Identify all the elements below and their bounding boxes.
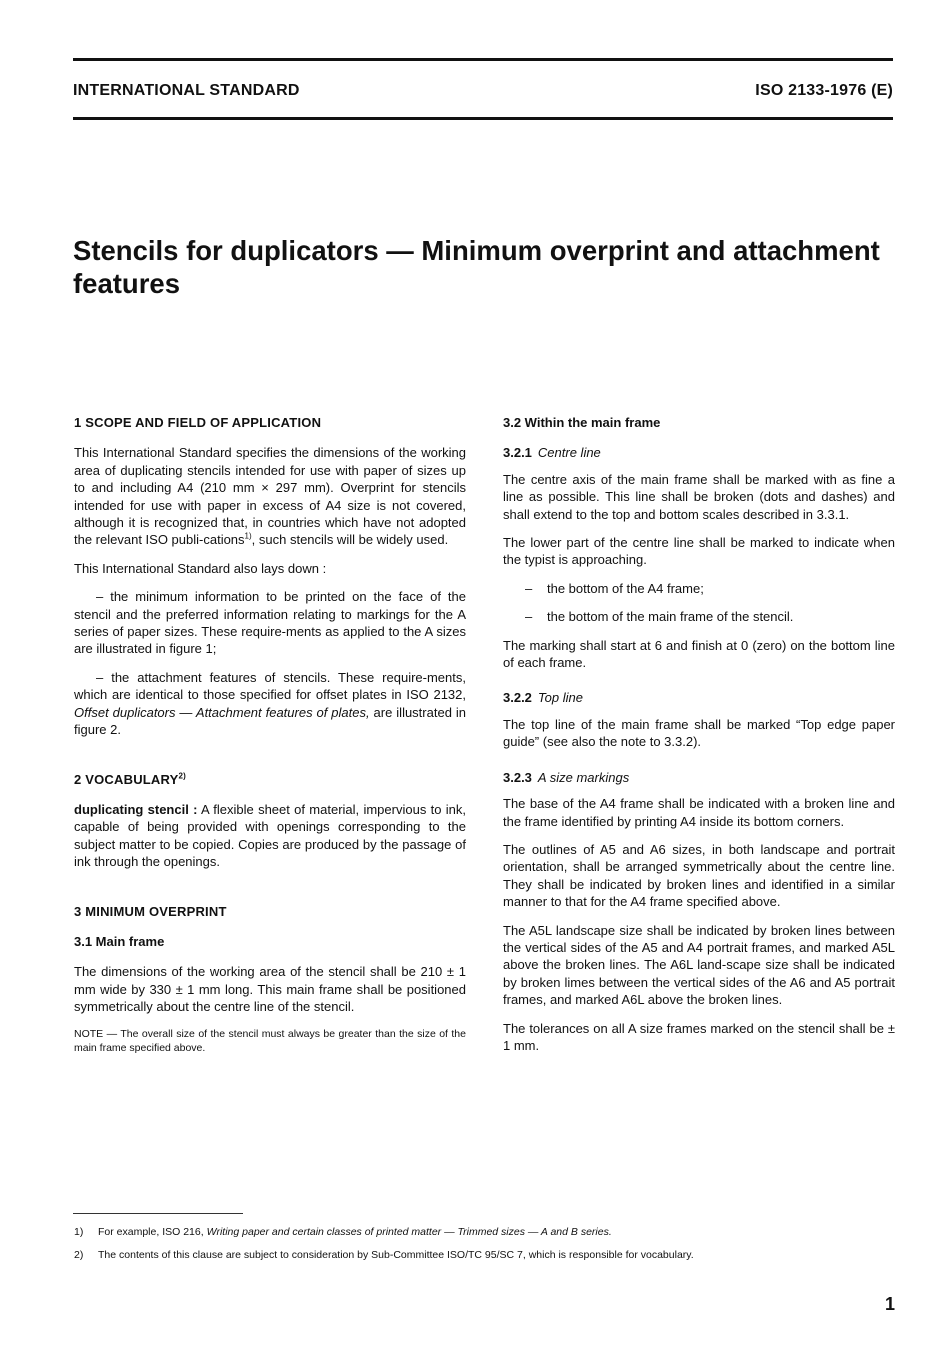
section-3-2-1-heading: 3.2.1 Centre line — [503, 445, 601, 461]
right-column — [503, 414, 895, 1065]
section-3-1-heading: 3.1 Main frame — [74, 933, 165, 949]
footnote-ref-1: 1) — [244, 532, 252, 542]
standard-number: ISO 2133-1976 (E) — [755, 82, 893, 99]
dash-bullet: – — [96, 669, 104, 685]
section-1-list-item-2: – the attachment features of stencils. These require-ments, which are identical to those specified for offset plates in ISO 2132, Offset duplicators — Attachment features of plates, are illustrated in figure 2. — [74, 669, 466, 738]
section-3-2-1-list-item-2: – the bottom of the main frame of the stencil. — [525, 609, 794, 625]
footnote-2: 2) The contents of this clause are subject to consideration by Sub-Committee ISO/TC 95/SC 7, which is responsible for vocabulary. — [74, 1249, 694, 1261]
dash-bullet: – — [525, 609, 533, 625]
section-3-1-paragraph: The dimensions of the working area of the stencil shall be 210 ± 1 mm wide by 330 ± 1 mm long. This main frame shall be positioned symmetrically about the centre line of the stencil. — [74, 964, 466, 1015]
footnote-1: 1) For example, ISO 216, Writing paper and certain classes of printed matter — Trimmed sizes — A and B series. — [74, 1226, 612, 1238]
vocabulary-term: duplicating stencil : — [74, 801, 198, 817]
left-column — [74, 414, 466, 1066]
section-3-2-1-paragraph-2: The lower part of the centre line shall be marked to indicate when the typist is approaching. — [503, 535, 895, 568]
section-3-1-note: NOTE — The overall size of the stencil must always be greater than the size of the main frame specified above. — [74, 1027, 466, 1054]
section-2-heading: 2 VOCABULARY$^{2)}$ — [74, 771, 186, 787]
footnotes — [74, 1225, 894, 1271]
header-top-rule — [73, 58, 893, 61]
vocabulary-definition: duplicating stencil : A flexible sheet of material, impervious to ink, capable of being provided with openings corresponding to the subject matter to be copied. Copies are produced by the passage of ink through the openings. — [74, 801, 466, 870]
section-3-2-1-paragraph-1: The centre axis of the main frame shall be marked with as fine a line as possible. This line shall be broken (dots and dashes) and shall extend to the top and bottom scales described in 3.3.1. — [503, 471, 895, 522]
section-1-paragraph-2: This International Standard also lays down : — [74, 560, 327, 576]
section-3-2-3-heading: 3.2.3 A size markings — [503, 769, 630, 785]
dash-bullet: – — [525, 580, 533, 596]
section-3-2-2-paragraph: The top line of the main frame shall be marked “Top edge paper guide” (see also the note to 3.3.2). — [503, 716, 895, 750]
page-title: Stencils for duplicators — Minimum overprint and attachment features — [73, 235, 880, 299]
section-3-2-3-paragraph-3: The A5L landscape size shall be indicated by broken lines between the vertical sides of the A5 and A4 portrait frames, and marked A5L above the broken lines. The A6L land-scape size shall be indicated by broken limes between the vertical sides of the A6 and A5 portrait frames, and marked A6L above the broken lines. — [503, 922, 895, 1008]
document-type-label: INTERNATIONAL STANDARD — [73, 82, 300, 99]
footnote-ref-2: 2) — [178, 771, 186, 781]
section-3-heading: 3 MINIMUM OVERPRINT — [74, 903, 227, 919]
header-bottom-rule — [73, 117, 893, 120]
section-3-2-heading: 3.2 Within the main frame — [503, 415, 661, 430]
section-3-2-3-paragraph-2: The outlines of A5 and A6 sizes, in both landscape and portrait orientation, shall be arranged symmetrically about the centre line. They shall be indicated by broken lines and identified in a similar manner to that for the A4 frame specified above. — [503, 841, 895, 910]
page-number: 1 — [884, 1294, 895, 1314]
section-1-paragraph-1: This International Standard specifies the dimensions of the working area of duplicating stencils intended for use with paper of sizes up to and including A4 (210 mm × 297 mm). Overprint for stencils intended for use with paper in excess of A4 size is not covered, although it is recognized that, in countries which have not adopted the relevant ISO publi-cations$^{1)}$, such stencils will be widely used. — [74, 445, 466, 548]
section-3-2-3-paragraph-1: The base of the A4 frame shall be indicated with a broken line and the frame identified by printing A4 inside its bottom corners. — [503, 796, 895, 829]
dash-bullet: – — [96, 589, 104, 605]
section-3-2-1-paragraph-3: The marking shall start at 6 and finish at 0 (zero) on the bottom line of each frame. — [503, 637, 895, 671]
section-1-heading: 1 SCOPE AND FIELD OF APPLICATION — [74, 415, 322, 430]
section-3-2-1-list-item-1: – the bottom of the A4 frame; — [525, 580, 704, 596]
section-3-2-2-heading: 3.2.2 Top line — [503, 690, 583, 706]
section-3-2-3-paragraph-4: The tolerances on all A size frames marked on the stencil shall be ± 1 mm. — [503, 1020, 895, 1053]
section-1-list-item-1: – the minimum information to be printed on the face of the stencil and the preferred information relating to markings for the A series of paper sizes. These require-ments as applied to the A sizes are illustrated in figure 1; — [74, 589, 466, 657]
footnote-separator — [73, 1213, 243, 1214]
